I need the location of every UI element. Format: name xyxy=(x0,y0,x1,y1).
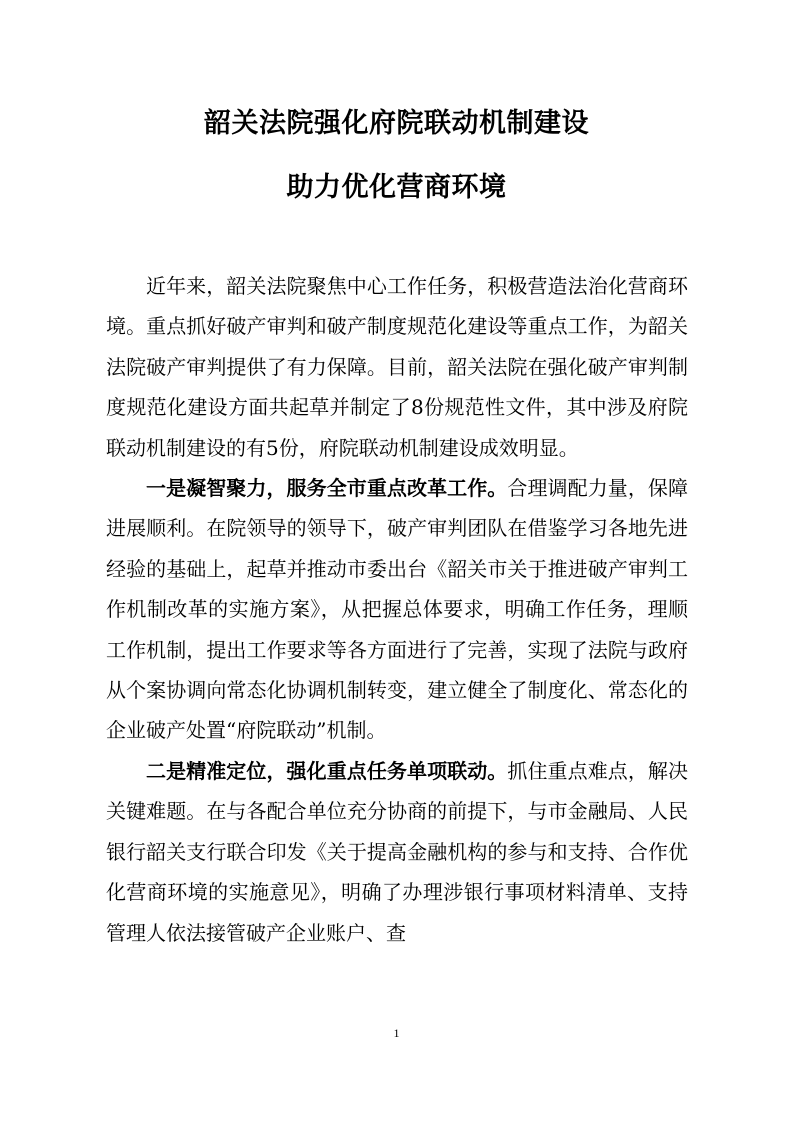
paragraph-point-one xyxy=(106,468,688,751)
paragraph-point-one-text: 合理调配力量，保障进展顺利。在院领导的领导下，破产审判团队在借鉴学习各地先进经验的基础上，起草并推动市委出台《韶关市关于推进破产审判工作机制改革的实施方案》，从把握总体要求，明确工作任务，理顺工作机制，提出工作要求等各方面进行了完善，实现了法院与政府从个案协调向常态化协调机制转变，建立健全了制度化、常态化的企业破产处置“府院联动”机制。 xyxy=(106,476,689,743)
paragraph-point-two xyxy=(106,751,688,953)
paragraph-intro xyxy=(106,266,688,468)
paragraph-point-two-lead: 二是精准定位，强化重点任务单项联动。 xyxy=(146,758,508,783)
document-title-line-2: 助力优化营商环境 xyxy=(286,172,507,203)
paragraph-point-one-lead: 一是凝智聚力，服务全市重点改革工作。 xyxy=(146,476,508,501)
paragraph-intro-text: 近年来，韶关法院聚焦中心工作任务，积极营造法治化营商环境。重点抓好破产审判和破产制度规范化建设等重点工作，为韶关法院破产审判提供了有力保障。目前，韶关法院在强化破产审判制度规范化建设方面共起草并制定了8份规范性文件，其中涉及府院联动机制建设的有5份，府院联动机制建设成效明显。 xyxy=(106,274,688,460)
document-title-line-1: 韶关法院强化府院联动机制建设 xyxy=(204,108,589,139)
document-body xyxy=(106,266,688,953)
paragraph-point-two-text: 抓住重点难点，解决关键难题。在与各配合单位充分协商的前提下，与市金融局、人民银行韶关支行联合印发《关于提高金融机构的参与和支持、合作优化营商环境的实施意见》，明确了办理涉银行事项材料清单、支持管理人依法接管破产企业账户、查 xyxy=(106,758,689,945)
page-number: 1 xyxy=(393,1026,400,1040)
